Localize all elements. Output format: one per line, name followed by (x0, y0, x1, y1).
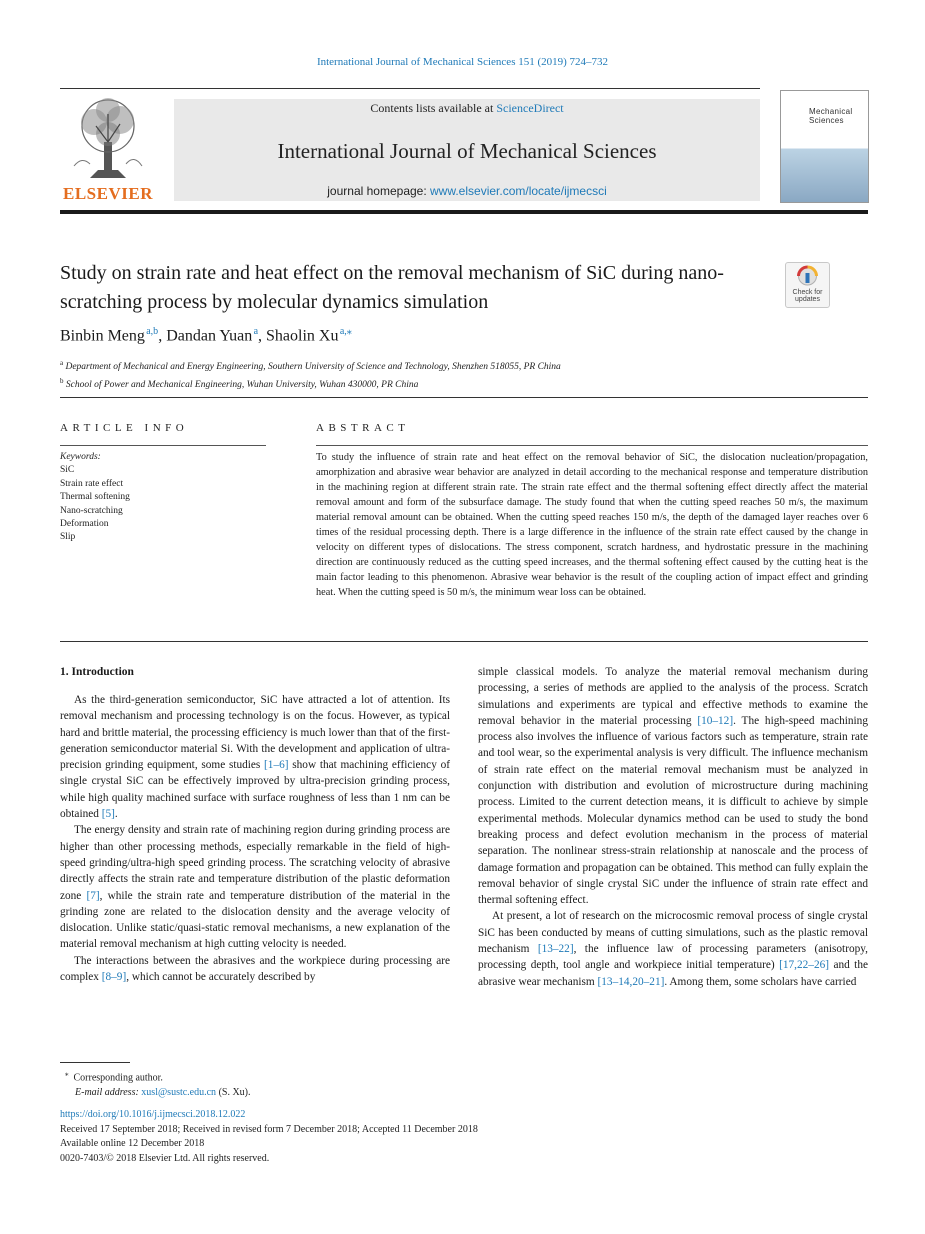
paragraph-text: . (114, 808, 118, 821)
abstract-heading: ABSTRACT (316, 422, 410, 434)
check-for-updates-button[interactable] (785, 262, 830, 308)
affiliation-item (60, 356, 561, 374)
citation-link[interactable]: [7] (86, 889, 100, 902)
copyright-notice: 0020-7403/© 2018 Elsevier Ltd. All rights reserved. (60, 1152, 270, 1164)
affiliation-list (60, 356, 561, 392)
body-paragraph (60, 822, 450, 952)
affiliation-mark: b (60, 377, 64, 386)
article-metadata (60, 1108, 478, 1166)
journal-citation-link[interactable]: International Journal of Mechanical Sciences 151 (2019) 724–732 (316, 56, 609, 68)
paragraph-text: , which cannot be accurately described by (126, 971, 316, 984)
paragraph-text: At present, a lot of research on the microcosmic removal process of single crystal SiC has been conducted by means of cutting simulations, such as the plastic removal mechanism (478, 910, 868, 956)
section-divider (60, 397, 868, 398)
homepage-prefix: journal homepage: (327, 184, 431, 198)
abstract-rule (316, 445, 868, 446)
section-divider (60, 641, 868, 642)
keywords-label: Keywords: (60, 452, 101, 462)
body-paragraph (478, 908, 868, 989)
paragraph-text: , the influence law of processing parameters (anisotropy, processing depth, tool angle and workpiece initial temperature) (478, 943, 868, 972)
crossmark-line1: Check for (792, 289, 823, 296)
body-paragraph (478, 664, 868, 908)
affiliation-item (60, 374, 561, 392)
doi-link[interactable]: https://doi.org/10.1016/j.ijmecsci.2018.12.022 (60, 1109, 246, 1120)
received-dates: Received 17 September 2018; Received in revised form 7 December 2018; Accepted 11 December 2018 (60, 1123, 478, 1135)
elsevier-tree-icon (60, 96, 156, 182)
body-paragraph (60, 953, 450, 986)
author-affiliation-mark[interactable]: a,b (146, 326, 159, 337)
email-link[interactable]: xusl@sustc.edu.cn (141, 1087, 217, 1099)
masthead-top-rule (60, 88, 760, 89)
corresponding-text: Corresponding author. (73, 1072, 163, 1084)
keyword-list (60, 451, 130, 545)
article-title: Study on strain rate and heat effect on the removal mechanism of SiC during nano-scratching process by molecular dynamics simulation (60, 262, 724, 313)
body-column-right (478, 664, 868, 990)
contents-prefix: Contents lists available at (370, 101, 497, 115)
section-heading-introduction: 1. Introduction (60, 666, 134, 678)
sciencedirect-link[interactable]: ScienceDirect (496, 101, 564, 115)
journal-name: International Journal of Mechanical Sciences (277, 139, 657, 163)
citation-link[interactable]: [10–12] (697, 714, 734, 727)
paragraph-text: The interactions between the abrasives and the workpiece during processing are complex (60, 954, 450, 984)
article-info-heading: ARTICLE INFO (60, 422, 189, 434)
author-affiliation-mark[interactable]: a,⁎ (339, 326, 352, 337)
article-info-rule (60, 445, 266, 446)
keyword-item: Strain rate effect (60, 478, 124, 489)
body-column-left (60, 664, 450, 985)
email-label: E-mail address: (75, 1087, 142, 1099)
crossmark-label (786, 289, 829, 303)
corresponding-author-note (60, 1067, 251, 1085)
contents-line (174, 101, 760, 116)
author-affiliation-mark[interactable]: a (253, 326, 259, 337)
masthead-bottom-rule (60, 210, 868, 214)
cover-title (809, 107, 852, 125)
citation-link[interactable]: [17,22–26] (779, 959, 830, 972)
footnotes (60, 1067, 251, 1100)
keyword-item: Deformation (60, 519, 109, 530)
keyword-item: Slip (60, 532, 76, 543)
affiliation-text: School of Power and Mechanical Engineering, Wuhan University, Wuhan 430000, PR China (65, 380, 419, 391)
keyword-item: SiC (60, 465, 75, 476)
paragraph-text: The energy density and strain rate of machining region during grinding process are higher than other processing methods, especially remarkable in the field of high-speed grinding/ultra-high speed grinding process. The scratching velocity of abrasive directly affects the strain rate and temperature distribution of the plastic deformation zone (60, 824, 450, 902)
paragraph-text: show that machining efficiency of single crystal SiC can be effectively improved by ultra-precision grinding process, while high quality machined surface with surface roughness of less than 1 nm can be obtained (60, 759, 450, 821)
citation-link[interactable]: [13–14,20–21] (597, 975, 665, 988)
author-name[interactable]: Shaolin Xu (266, 327, 339, 345)
footnote-rule (60, 1062, 130, 1063)
crossmark-icon (786, 263, 829, 289)
elsevier-logo (60, 96, 156, 204)
available-online: Available online 12 December 2018 (60, 1138, 205, 1149)
citation-link[interactable]: [1–6] (264, 759, 289, 772)
email-suffix: (S. Xu). (216, 1087, 251, 1099)
paragraph-text: . Among them, some scholars have carried (664, 975, 857, 988)
author-name[interactable]: Dandan Yuan (166, 327, 253, 345)
paragraph-text: , while the strain rate and temperature distribution of the material in the grinding zone are related to the dislocation density and the average velocity of dislocation. Unlike static/quasi-static removal mechanisms, a new explanation of the material removal mechanism at high cutting velocity is needed. (60, 889, 450, 951)
affiliation-text: Department of Mechanical and Energy Engineering, Southern University of Science and Technology, Shenzhen 518055, PR China (65, 362, 561, 373)
crossmark-line2: updates (795, 296, 820, 303)
citation-link[interactable]: [5] (101, 808, 115, 821)
paragraph-text: simple classical models. To analyze the material removal mechanism during processing, a series of methods are applied to the analysis of the process. Scratch simulations and experiments are typical and effective methods to examine the removal behavior in the material processing (478, 666, 868, 727)
author-list: Binbin Meng $^{a,b}$, Dandan Yuan $^a$, Shaolin Xu $^{a,⁎}$ (60, 326, 352, 345)
cover-title-line2: Sciences (809, 116, 844, 125)
homepage-line (174, 184, 760, 198)
body-paragraph (60, 692, 450, 822)
journal-homepage-link[interactable]: www.elsevier.com/locate/ijmecsci (430, 184, 607, 198)
author-name[interactable]: Binbin Meng (60, 327, 145, 345)
keyword-item: Thermal softening (60, 492, 130, 503)
elsevier-wordmark: ELSEVIER (63, 184, 153, 203)
footnote-mark: ⁎ (65, 1070, 69, 1078)
affiliation-mark: a (60, 359, 64, 367)
abstract-text: To study the influence of strain rate and heat effect on the removal behavior of SiC, the dislocation nucleation/propagation, amorphization and abrasive wear behavior are analyzed in detail according to the mechanical response and temperature distribution in the machining region at different strain rate. The strain rate effect and the thermal softening effect directly affect the material removal amount and form of the subsurface damage. The study found that when the cutting speed reaches 50 m/s, the maximum material removal amount can be obtained. When the cutting speed reaches 150 m/s, the depth of the damaged layer reaches over 6 times of the residual processing depth. There is a large difference in the influence of the strain rate effect caused by the change in velocity on different types of dislocations. The stress component, scratch hardness, and hydrostatic pressure in the machining direction are continuously reduced as the cutting speed increases, and the thermal softening effect caused by the cutting heat is the main factor leading to this phenomenon. Abrasive wear behavior is the result of the coupling action of impact effect and grinding heat. When the cutting speed is 50 m/s, the minimum wear loss can be obtained. (316, 452, 868, 598)
cover-title-line1: Mechanical (809, 107, 853, 116)
journal-masthead (174, 99, 760, 201)
paragraph-text: and the abrasive wear mechanism (478, 959, 868, 988)
keyword-item: Nano-scratching (60, 505, 123, 516)
paragraph-text: . The high-speed machining process also involves the influence of various factors such as temperature, strain rate and tool wear, so the experimental analysis is very difficult. The influence mechanism of strain rate effect on the material removal mechanism must be analyzed in conjunction with distribution and evolution of microstructure during machining process. Limited to the current detection means, it is difficult to achieve by simple experimental methods. Molecular dynamics method can be used to study the bond breaking process and defect evolution mechanism in the process of material separation. The nonlinear stress-strain relationship at nanoscale and the process of damage formation and propagation can be obtained. This method can fully explain the removal behavior of single crystal SiC under the influence of strain rate effect and thermal softening effect. (478, 714, 868, 907)
citation-link[interactable]: [8–9] (101, 971, 127, 984)
citation-link[interactable]: [13–22] (537, 943, 574, 956)
paragraph-text: As the third-generation semiconductor, SiC have attracted a lot of attention. Its removal mechanism and processing technology is on the focus. However, as typical hard and brittle material, the processing efficiency is much lower than that of the first-generation semiconductor material Si. With the development and application of ultra-precision grinding equipment, some studies (60, 694, 450, 772)
journal-cover-thumbnail[interactable] (780, 90, 869, 203)
email-note (60, 1085, 251, 1100)
